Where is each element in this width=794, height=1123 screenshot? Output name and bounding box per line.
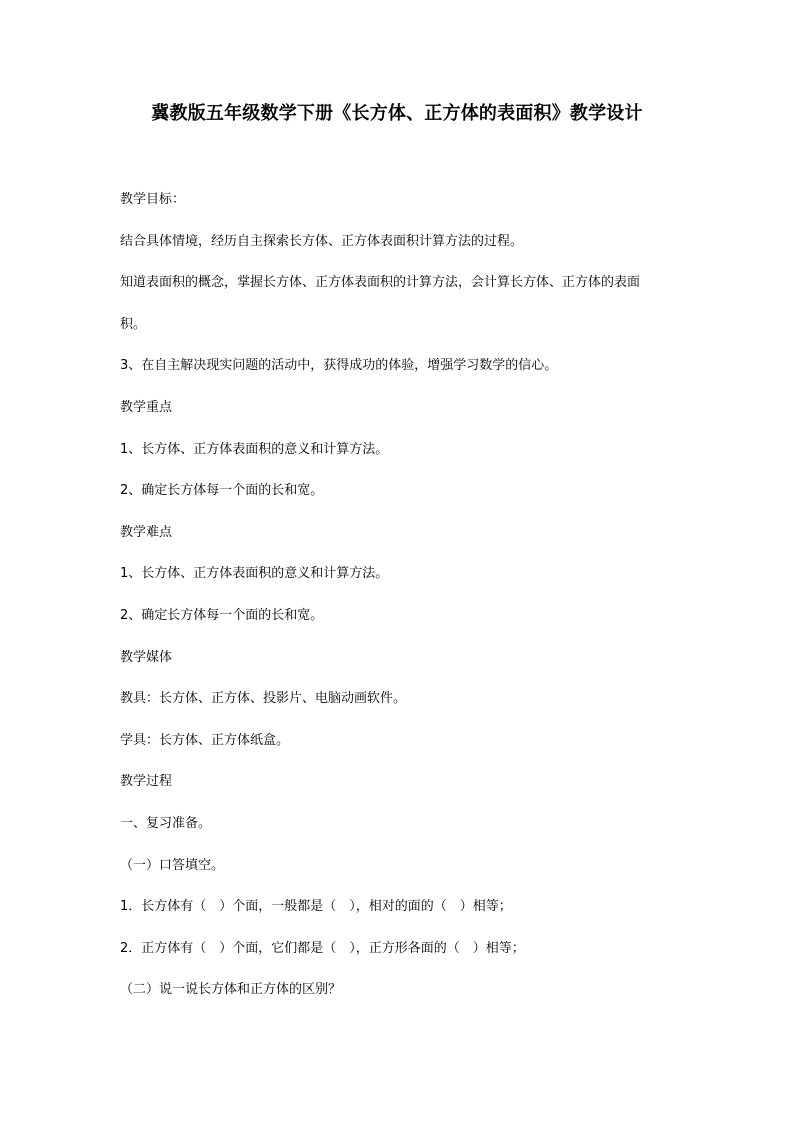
paragraph-line: （一）口答填空。 <box>120 858 225 873</box>
paragraph-line: （二）说一说长方体和正方体的区别？ <box>120 982 342 997</box>
section-heading-objectives: 教学目标： <box>120 192 186 207</box>
list-item: 2、确定长方体每一个面的长和宽。 <box>120 483 324 498</box>
section-heading-process: 教学过程 <box>120 774 173 789</box>
list-item: 1．长方体有（ ）个面，一般都是（ ），相对的面的（ ）相等； <box>120 899 512 914</box>
paragraph-line: 教具：长方体、正方体、投影片、电脑动画软件。 <box>120 691 407 706</box>
paragraph-line: 一、复习准备。 <box>120 816 212 831</box>
section-heading-media: 教学媒体 <box>120 650 173 665</box>
paragraph-line: 积。 <box>120 317 147 332</box>
section-heading-key-points: 教学重点 <box>120 400 173 415</box>
paragraph-line: 3、在自主解决现实问题的活动中，获得成功的体验，增强学习数学的信心。 <box>120 358 558 373</box>
paragraph-line: 学具：长方体、正方体纸盒。 <box>120 733 290 748</box>
document-title: 冀教版五年级数学下册《长方体、正方体的表面积》教学设计 <box>151 103 643 124</box>
list-item: 1、长方体、正方体表面积的意义和计算方法。 <box>120 566 389 581</box>
list-item: 1、长方体、正方体表面积的意义和计算方法。 <box>120 442 389 457</box>
paragraph-line: 知道表面积的概念，掌握长方体、正方体表面积的计算方法，会计算长方体、正方体的表面 <box>120 275 641 290</box>
list-item: 2．正方体有（ ）个面，它们都是（ ），正方形各面的（ ）相等； <box>120 941 525 956</box>
paragraph-line: 结合具体情境，经历自主探索长方体、正方体表面积计算方法的过程。 <box>120 234 524 249</box>
section-heading-difficulties: 教学难点 <box>120 525 173 540</box>
list-item: 2、确定长方体每一个面的长和宽。 <box>120 608 324 623</box>
